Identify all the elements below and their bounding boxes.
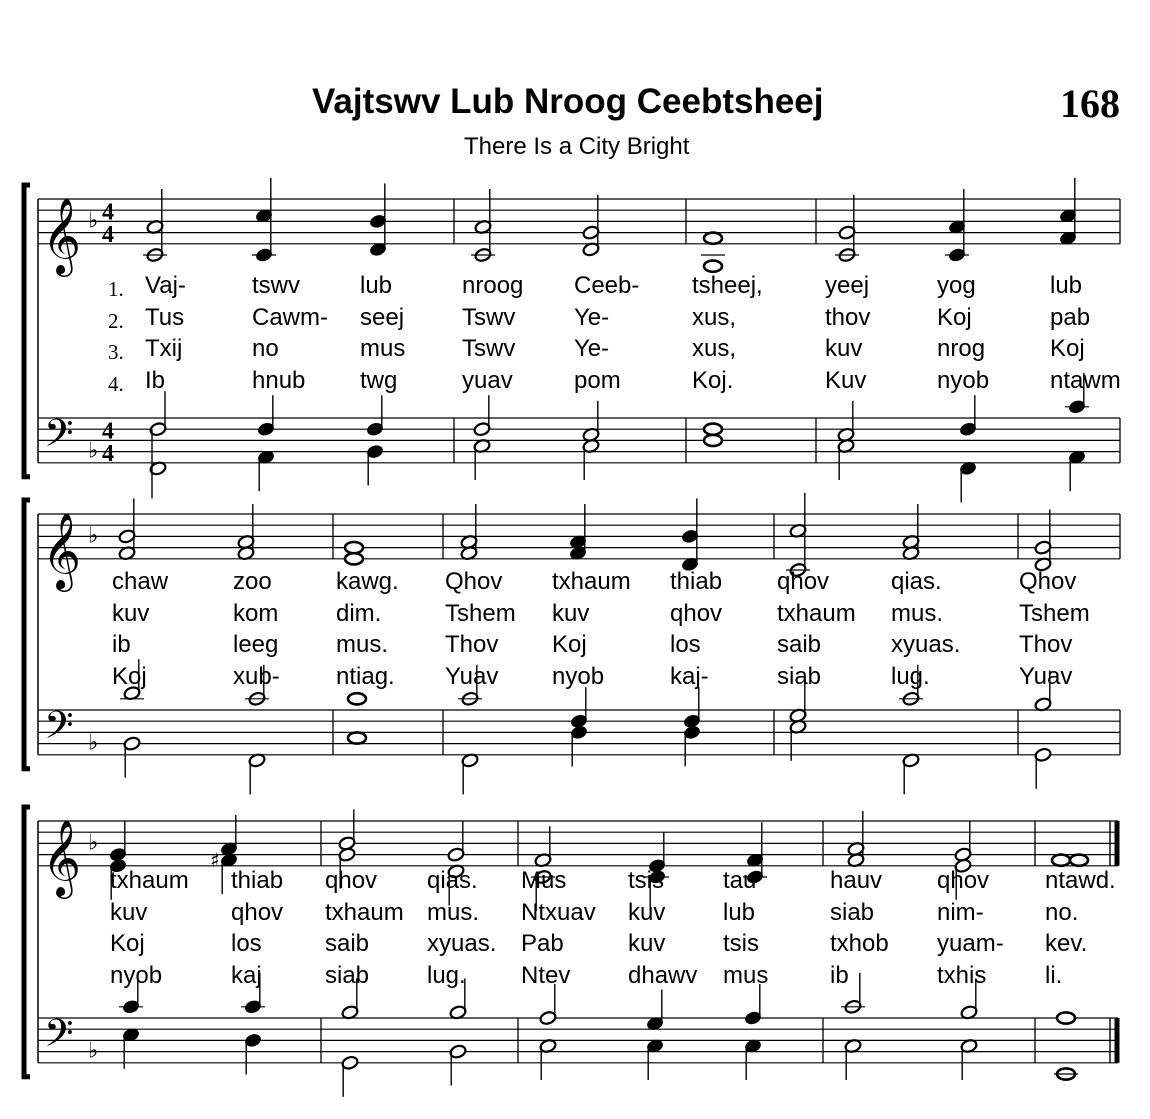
- flat-icon: ♭: [88, 1038, 99, 1064]
- flat-icon: ♭: [88, 523, 99, 549]
- lyric-syllable: lug.: [427, 961, 466, 989]
- lyric-syllable: tsheej,: [692, 272, 763, 299]
- time-signature-numerator: 4: [102, 199, 114, 226]
- lyric-syllable: xus,: [692, 303, 737, 331]
- system-bracket: [24, 807, 30, 1077]
- lyric-syllable: Ceeb-: [574, 272, 640, 299]
- lyric-syllable: Thov: [445, 631, 499, 658]
- lyric-syllable: thiab: [231, 867, 284, 894]
- flat-icon: ♭: [88, 830, 99, 856]
- lyric-syllable: dim.: [336, 599, 382, 627]
- system-bracket: [24, 500, 30, 769]
- lyric-syllable: kuv: [112, 599, 150, 627]
- lyric-syllable: txhaum: [325, 898, 404, 926]
- lyric-syllable: xyuas.: [891, 631, 961, 658]
- flat-icon: ♭: [88, 208, 99, 234]
- lyric-syllable: xus,: [692, 335, 737, 362]
- lyric-syllable: Koj: [937, 303, 972, 331]
- lyric-syllable: nyob: [552, 662, 605, 690]
- lyric-syllable: lub: [723, 898, 756, 926]
- lyric-syllable: mus.: [891, 599, 944, 627]
- lyric-syllable: dhawv: [628, 961, 698, 989]
- lyric-syllable: Kuv: [825, 366, 867, 394]
- lyric-syllable: no: [252, 335, 279, 362]
- time-signature-denominator: 4: [102, 440, 114, 467]
- lyric-syllable: los: [231, 930, 262, 957]
- lyric-syllable: Qhov: [1019, 568, 1077, 595]
- treble-clef-icon: 𝄞: [42, 818, 82, 896]
- lyric-syllable: los: [670, 631, 701, 658]
- lyric-syllable: Thov: [1019, 631, 1073, 658]
- verse-number: 1.: [108, 277, 124, 301]
- lyric-syllable: nroog: [462, 272, 524, 299]
- time-signature-numerator: 4: [102, 418, 114, 445]
- lyric-syllable: seej: [360, 303, 405, 331]
- lyric-syllable: ib: [830, 961, 849, 989]
- lyric-syllable: thiab: [670, 568, 723, 595]
- lyric-syllable: pab: [1050, 303, 1091, 331]
- lyric-syllable: xyuas.: [427, 930, 497, 957]
- sharp-icon: ♯: [210, 848, 220, 873]
- lyric-syllable: txhaum: [552, 568, 631, 595]
- lyric-syllable: kaj-: [670, 662, 709, 690]
- lyric-syllable: siab: [830, 898, 875, 926]
- flat-icon: ♭: [88, 730, 99, 756]
- lyric-syllable: Tswv: [462, 335, 516, 362]
- lyric-syllable: lug.: [891, 662, 930, 690]
- lyric-syllable: nrog: [937, 335, 986, 362]
- lyric-syllable: Koj: [112, 662, 147, 690]
- lyric-syllable: Yuav: [445, 662, 499, 690]
- lyric-syllable: qhov: [231, 898, 284, 926]
- lyric-syllable: lub: [360, 272, 393, 299]
- lyric-syllable: yuav: [462, 366, 513, 394]
- lyric-syllable: qias.: [891, 568, 942, 595]
- lyric-syllable: kawg.: [336, 568, 399, 595]
- lyric-syllable: qias.: [427, 867, 478, 894]
- hymn-number: 168: [1060, 81, 1120, 126]
- lyric-syllable: Tshem: [445, 599, 516, 627]
- lyric-syllable: Ib: [145, 366, 166, 394]
- system-bracket: [24, 185, 30, 477]
- lyric-syllable: kuv: [628, 898, 666, 926]
- page-subtitle: There Is a City Bright: [464, 133, 690, 160]
- lyric-syllable: ntiag.: [336, 662, 395, 690]
- lyric-syllable: Mus: [521, 867, 567, 894]
- lyric-syllable: qhov: [777, 568, 830, 595]
- whole-note: [704, 233, 722, 244]
- lyric-syllable: Tswv: [462, 303, 516, 331]
- lyric-syllable: Tshem: [1019, 599, 1090, 627]
- lyric-syllable: qhov: [937, 867, 990, 894]
- lyric-syllable: nyob: [110, 961, 163, 989]
- lyric-syllable: chaw: [112, 568, 169, 595]
- lyric-syllable: hnub: [252, 366, 306, 394]
- lyric-syllable: txhob: [830, 930, 889, 957]
- lyric-syllable: xub-: [233, 662, 280, 690]
- lyric-syllable: qhov: [670, 599, 723, 627]
- lyric-syllable: Pab: [521, 930, 564, 957]
- lyric-syllable: leeg: [233, 631, 279, 658]
- verse-number: 3.: [108, 340, 124, 364]
- lyric-syllable: saib: [325, 930, 370, 957]
- page-title: Vajtswv Lub Nroog Ceebtsheej: [312, 82, 824, 121]
- lyric-syllable: yog: [937, 272, 976, 299]
- lyric-syllable: Ye-: [574, 303, 610, 331]
- lyric-syllable: kuv: [552, 599, 590, 627]
- lyric-syllable: tsis: [723, 930, 759, 957]
- lyric-syllable: siab: [325, 961, 370, 989]
- whole-note: [345, 553, 363, 564]
- lyric-syllable: Cawm-: [252, 303, 328, 331]
- verse-number: 2.: [108, 308, 124, 333]
- lyric-syllable: Vaj-: [145, 272, 186, 299]
- whole-note: [704, 424, 722, 435]
- whole-note: [345, 542, 363, 553]
- lyric-syllable: li.: [1045, 961, 1063, 989]
- lyric-syllable: Koj: [1050, 335, 1085, 362]
- bass-clef-icon: 𝄢: [44, 702, 74, 757]
- treble-clef-icon: 𝄞: [42, 196, 82, 274]
- whole-note: [1057, 1012, 1075, 1023]
- whole-note: [704, 261, 722, 272]
- lyric-syllable: mus: [360, 335, 406, 362]
- lyric-syllable: Koj: [552, 631, 587, 658]
- lyric-syllable: Ntev: [521, 961, 571, 989]
- lyric-syllable: kuv: [825, 335, 863, 362]
- lyric-syllable: ntawm: [1050, 366, 1121, 394]
- lyric-syllable: ib: [112, 631, 131, 658]
- lyric-syllable: Koj.: [692, 366, 734, 394]
- verse-number: 4.: [108, 371, 124, 396]
- lyric-syllable: nyob: [937, 366, 990, 394]
- whole-note: [348, 732, 366, 743]
- time-signature-denominator: 4: [102, 221, 114, 248]
- lyric-syllable: ntawd.: [1045, 867, 1116, 894]
- lyric-syllable: no.: [1045, 898, 1079, 926]
- lyric-syllable: hauv: [830, 867, 883, 894]
- lyric-syllable: txhaum: [777, 599, 856, 627]
- whole-note: [704, 435, 722, 446]
- lyric-syllable: tau: [723, 867, 757, 894]
- lyric-syllable: zoo: [233, 568, 272, 595]
- lyric-syllable: Tus: [145, 303, 185, 331]
- lyric-syllable: twg: [360, 366, 398, 394]
- whole-note: [1070, 855, 1088, 866]
- lyric-syllable: tsis: [628, 867, 664, 894]
- bass-clef-icon: 𝄢: [44, 410, 74, 465]
- lyric-syllable: saib: [777, 631, 822, 658]
- lyric-syllable: mus: [723, 961, 769, 989]
- lyric-syllable: txhis: [937, 961, 987, 989]
- treble-clef-icon: 𝄞: [42, 511, 82, 589]
- lyric-syllable: kom: [233, 599, 279, 627]
- lyric-syllable: Ntxuav: [521, 898, 596, 926]
- lyric-syllable: Koj: [110, 930, 145, 957]
- lyric-syllable: kaj: [231, 961, 262, 989]
- lyric-syllable: Ye-: [574, 335, 610, 362]
- lyric-syllable: lub: [1050, 272, 1083, 299]
- lyric-syllable: yuam-: [937, 930, 1004, 957]
- lyric-syllable: tswv: [252, 272, 300, 299]
- lyric-syllable: pom: [574, 366, 621, 394]
- lyric-syllable: mus.: [336, 631, 389, 658]
- lyric-syllable: kuv: [628, 930, 666, 957]
- lyric-syllable: siab: [777, 662, 822, 690]
- lyric-syllable: Txij: [145, 335, 183, 362]
- lyric-syllable: nim-: [937, 898, 984, 926]
- whole-note: [348, 693, 366, 704]
- lyric-syllable: thov: [825, 303, 871, 331]
- lyric-syllable: Yuav: [1019, 662, 1073, 690]
- flat-icon: ♭: [88, 438, 99, 464]
- lyric-syllable: mus.: [427, 898, 480, 926]
- lyric-syllable: qhov: [325, 867, 378, 894]
- lyric-syllable: Qhov: [445, 568, 503, 595]
- whole-note: [1052, 855, 1070, 866]
- lyric-syllable: yeej: [825, 272, 870, 299]
- bass-clef-icon: 𝄢: [44, 1010, 74, 1065]
- lyric-syllable: txhaum: [110, 867, 189, 894]
- lyric-syllable: kev.: [1045, 930, 1088, 957]
- lyric-syllable: kuv: [110, 898, 148, 926]
